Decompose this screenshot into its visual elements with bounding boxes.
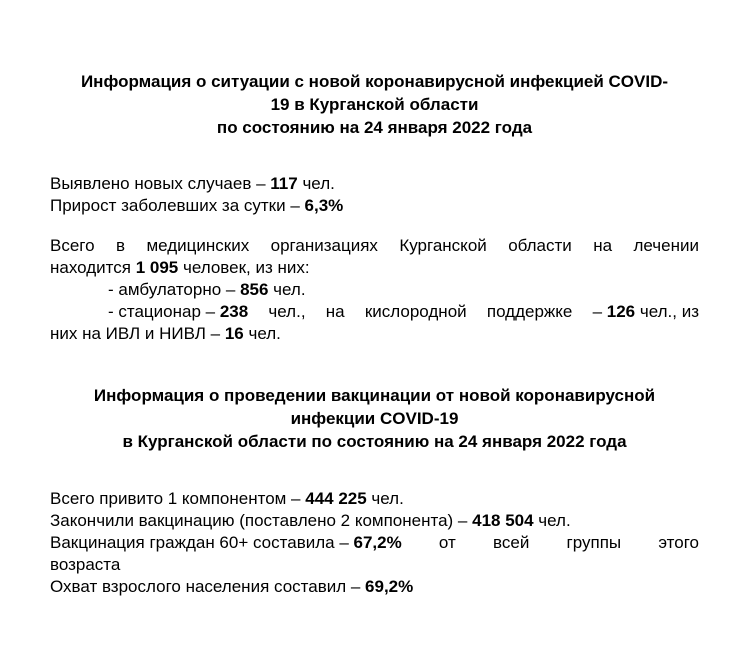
seniors-line-2: возраста (50, 555, 121, 574)
oxygen-support-value: 126 (606, 302, 636, 321)
covid-situation-heading (50, 70, 699, 139)
outpatient-line: - амбулаторно – 856 чел. (108, 280, 306, 299)
heading-line: в Курганской области по состоянию на 24 января 2022 года (122, 432, 627, 451)
heading-line: по состоянию на 24 января 2022 года (216, 118, 533, 137)
heading-line: Информация о ситуации с новой коронавирусной инфекцией COVID- (80, 72, 669, 91)
new-cases-value: 117 (270, 174, 298, 193)
seniors-vaccination-line: Вакцинация граждан 60+ составила – 67,2% от всей группы этого (50, 533, 699, 552)
ventilation-value: 16 (224, 324, 244, 343)
growth-value: 6,3% (304, 196, 344, 215)
first-component-value: 444 225 (305, 489, 367, 508)
adult-coverage-line: Охват взрослого населения составил – 69,2% (50, 577, 414, 596)
seniors-value: 67,2% (353, 533, 402, 552)
treatment-line-2: находится 1 095 человек, из них: (50, 258, 310, 277)
daily-stats (50, 173, 699, 217)
vaccination-stats (50, 488, 699, 598)
completed-vaccination-line: Закончили вакцинацию (поставлено 2 компонента) – 418 504 чел. (50, 511, 571, 530)
ventilation-line: них на ИВЛ и НИВЛ – 16 чел. (50, 324, 281, 343)
total-treatment-value: 1 095 (135, 258, 179, 277)
heading-line: 19 в Курганской области (270, 95, 479, 114)
new-cases-line: Выявлено новых случаев – 117 чел. (50, 174, 335, 193)
heading-line: инфекции COVID-19 (290, 409, 459, 428)
inpatient-value: 238 (219, 302, 249, 321)
outpatient-value: 856 (240, 280, 269, 299)
treatment-stats (50, 235, 699, 345)
completed-value: 418 504 (472, 511, 534, 530)
first-component-line: Всего привито 1 компонентом – 444 225 чел. (50, 489, 404, 508)
vaccination-heading (50, 384, 699, 453)
inpatient-line: - стационар – 238 чел., на кислородной поддержке – 126 чел., из (108, 302, 699, 321)
heading-line: Информация о проведении вакцинации от новой коронавирусной (93, 386, 656, 405)
growth-line: Прирост заболевших за сутки – 6,3% (50, 196, 344, 215)
treatment-line-1: Всего в медицинских организациях Курганской области на лечении (50, 236, 699, 255)
adult-coverage-value: 69,2% (365, 577, 414, 596)
